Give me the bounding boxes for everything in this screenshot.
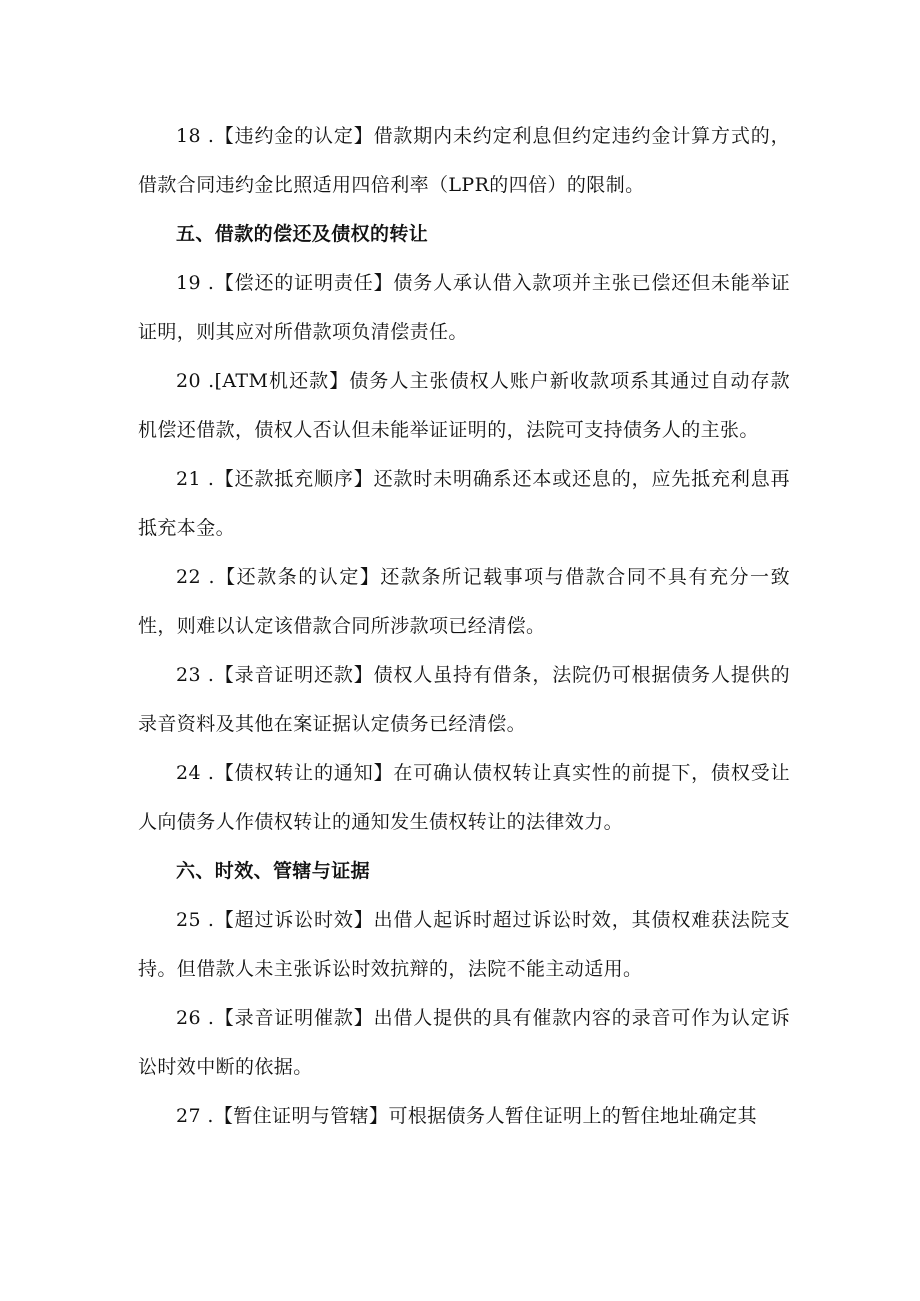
document-body [138,112,790,1141]
paragraph-19: 19 .【偿还的证明责任】债务人承认借入款项并主张已偿还但未能举证证明，则其应对所借款项负清偿责任。 [138,272,790,343]
section-heading-5: 五、借款的偿还及债权的转让 [176,223,429,245]
paragraph-23: 23 .【录音证明还款】债权人虽持有借条，法院仍可根据债务人提供的录音资料及其他在案证据认定债务已经清偿。 [138,664,790,735]
section-heading-6: 六、时效、管辖与证据 [176,860,371,882]
paragraph-24: 24 .【债权转让的通知】在可确认债权转让真实性的前提下，债权受让人向债务人作债权转让的通知发生债权转让的法律效力。 [138,762,790,833]
paragraph-25: 25 .【超过诉讼时效】出借人起诉时超过诉讼时效，其债权难获法院支持。但借款人未主张诉讼时效抗辩的，法院不能主动适用。 [138,909,790,980]
paragraph-22: 22 .【还款条的认定】还款条所记载事项与借款合同不具有充分一致性，则难以认定该借款合同所涉款项已经清偿。 [138,566,790,637]
paragraph-21: 21 .【还款抵充顺序】还款时未明确系还本或还息的，应先抵充利息再抵充本金。 [138,468,790,539]
paragraph-20: 20 .[ATM机还款】债务人主张债权人账户新收款项系其通过自动存款机偿还借款，债权人否认但未能举证证明的，法院可支持债务人的主张。 [138,370,790,441]
paragraph-26: 26 .【录音证明催款】出借人提供的具有催款内容的录音可作为认定诉讼时效中断的依据。 [138,1007,790,1078]
paragraph-18: 18 .【违约金的认定】借款期内未约定利息但约定违约金计算方式的，借款合同违约金比照适用四倍利率（LPR的四倍）的限制。 [138,125,790,196]
paragraph-27: 27 .【暂住证明与管辖】可根据债务人暂住证明上的暂住地址确定其 [176,1105,758,1127]
